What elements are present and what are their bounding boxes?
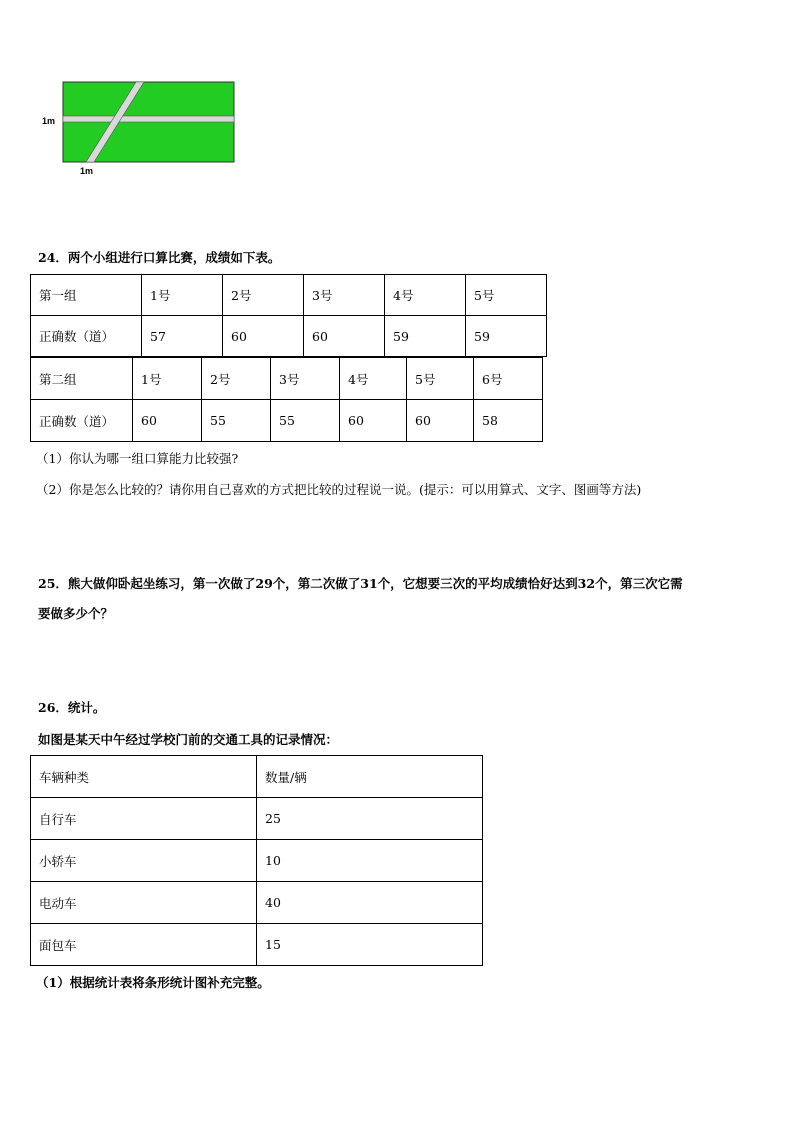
table-cell: 60 xyxy=(304,316,385,357)
horizontal-road xyxy=(63,116,234,122)
table-row xyxy=(31,924,483,966)
table-cell: 正确数（道） xyxy=(31,400,133,442)
table-cell: 60 xyxy=(223,316,304,357)
q26-title: 26．统计。 xyxy=(38,700,106,715)
table-cell: 第二组 xyxy=(31,358,133,400)
table-cell: 60 xyxy=(407,400,474,442)
table-cell: 59 xyxy=(385,316,466,357)
q26-intro: 如图是某天中午经过学校门前的交通工具的记录情况： xyxy=(38,732,339,747)
table-cell: 4号 xyxy=(340,358,407,400)
q25-line2: 要做多少个？ xyxy=(38,606,114,621)
q24-sub1: （1）你认为哪一组口算能力比较强? xyxy=(36,451,239,466)
table-cell: 58 xyxy=(474,400,543,442)
table-cell: 车辆种类 xyxy=(31,756,257,798)
label-left-1m: 1m xyxy=(42,116,56,126)
table-cell: 面包车 xyxy=(31,924,257,966)
table-cell: 25 xyxy=(257,798,483,840)
table-row xyxy=(31,316,547,357)
group1-table xyxy=(30,274,547,357)
table-cell: 4号 xyxy=(385,275,466,316)
q25-line1: 25．熊大做仰卧起坐练习，第一次做了29个，第二次做了31个，它想要三次的平均成绩恰好达到32个，第三次它需 xyxy=(38,576,683,591)
table-cell: 60 xyxy=(340,400,407,442)
table-cell: 3号 xyxy=(271,358,340,400)
table-cell: 小轿车 xyxy=(31,840,257,882)
group2-table xyxy=(30,357,543,442)
table-row xyxy=(31,840,483,882)
table-cell: 60 xyxy=(133,400,202,442)
table-cell: 55 xyxy=(271,400,340,442)
table-row xyxy=(31,798,483,840)
table-cell: 第一组 xyxy=(31,275,142,316)
table-cell: 数量/辆 xyxy=(257,756,483,798)
table-cell: 59 xyxy=(466,316,547,357)
table-cell: 电动车 xyxy=(31,882,257,924)
q26-sub1: （1）根据统计表将条形统计图补充完整。 xyxy=(36,975,270,990)
q24-title: 24．两个小组进行口算比赛，成绩如下表。 xyxy=(38,250,281,265)
table-cell: 正确数（道） xyxy=(31,316,142,357)
table-cell: 5号 xyxy=(407,358,474,400)
table-row xyxy=(31,358,543,400)
table-cell: 1号 xyxy=(133,358,202,400)
table-cell: 3号 xyxy=(304,275,385,316)
table-row xyxy=(31,756,483,798)
table-cell: 10 xyxy=(257,840,483,882)
table-cell: 5号 xyxy=(466,275,547,316)
table-cell: 40 xyxy=(257,882,483,924)
table-cell: 2号 xyxy=(223,275,304,316)
label-bottom-1m: 1m xyxy=(80,166,94,176)
table-cell: 2号 xyxy=(202,358,271,400)
table-cell: 57 xyxy=(142,316,223,357)
table-cell: 6号 xyxy=(474,358,543,400)
table-cell: 55 xyxy=(202,400,271,442)
field-diagram xyxy=(36,78,246,178)
vehicle-table xyxy=(30,755,483,966)
table-row xyxy=(31,882,483,924)
table-cell: 自行车 xyxy=(31,798,257,840)
table-cell: 15 xyxy=(257,924,483,966)
table-row xyxy=(31,400,543,442)
table-row xyxy=(31,275,547,316)
field-diagram-svg xyxy=(36,78,246,178)
q24-sub2: （2）你是怎么比较的？请你用自己喜欢的方式把比较的过程说一说。(提示：可以用算式、文字、图画等方法) xyxy=(36,482,642,497)
table-cell: 1号 xyxy=(142,275,223,316)
